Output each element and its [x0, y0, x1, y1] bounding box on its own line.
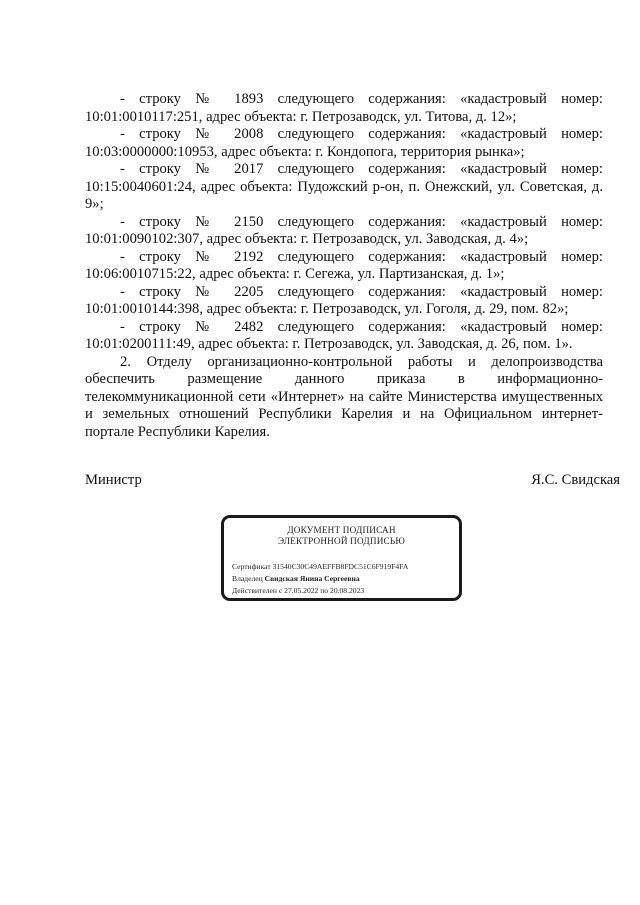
certificate-label: Сертификат — [232, 562, 271, 571]
paragraph-row-2017: - строку № 2017 следующего содержания: «кадастровый номер: 10:15:0040601:24, адрес объекта: Пудожский р-он, п. Онежский, ул. Советская, д. 9»; — [85, 161, 603, 212]
signatory-title: Министр — [85, 472, 142, 488]
signature-row — [85, 472, 620, 492]
stamp-owner — [232, 574, 360, 583]
signatory-name: Я.С. Свидская — [531, 472, 620, 488]
stamp-validity — [232, 586, 364, 595]
owner-value: Свидская Янина Сергеевна — [264, 574, 360, 583]
stamp-heading — [224, 525, 459, 547]
certificate-value: 31540C30C49AEFFB8FDC51C6F919F4FA — [272, 562, 409, 571]
electronic-signature-stamp — [221, 515, 462, 601]
paragraph-row-2008: - строку № 2008 следующего содержания: «кадастровый номер: 10:03:0000000:10953, адрес объекта: г. Кондопога, территория рынка»; — [85, 126, 603, 160]
stamp-heading-line-1: ДОКУМЕНТ ПОДПИСАН — [287, 525, 396, 535]
paragraph-row-2150: - строку № 2150 следующего содержания: «кадастровый номер: 10:01:0090102:307, адрес объекта: г. Петрозаводск, ул. Заводская, д. 4»; — [85, 213, 603, 247]
valid-to: 20.08.2023 — [330, 586, 365, 595]
valid-from-word: с — [278, 586, 283, 595]
paragraph-row-2482: - строку № 2482 следующего содержания: «кадастровый номер: 10:01:0200111:49, адрес объекта: г. Петрозаводск, ул. Заводская, д. 26, пом. 1». — [85, 318, 603, 352]
paragraph-row-1893: - строку № 1893 следующего содержания: «кадастровый номер: 10:01:0010117:251, адрес объекта: г. Петрозаводск, ул. Титова, д. 12»; — [85, 91, 603, 125]
owner-label: Владелец — [232, 574, 263, 583]
paragraph-item-2: 2. Отделу организационно-контрольной работы и делопроизводства обеспечить размещение данного приказа в информационно-телекоммуникационной сети «Интернет» на сайте Министерства имущественных и земельных отношений Республики Карелия и на Официальном интернет-портале Республики Карелия. — [85, 353, 603, 440]
paragraph-row-2205: - строку № 2205 следующего содержания: «кадастровый номер: 10:01:0010144:398, адрес объекта: г. Петрозаводск, ул. Гоголя, д. 29, пом. 82»; — [85, 283, 603, 317]
stamp-heading-line-2: ЭЛЕКТРОННОЙ ПОДПИСЬЮ — [278, 536, 405, 546]
valid-to-word: по — [320, 586, 329, 595]
valid-label: Действителен — [232, 586, 277, 595]
stamp-certificate — [232, 562, 408, 571]
paragraph-row-2192: - строку № 2192 следующего содержания: «кадастровый номер: 10:06:0010715:22, адрес объекта: г. Сегежа, ул. Партизанская, д. 1»; — [85, 248, 603, 282]
document-body — [85, 91, 603, 441]
valid-from: 27.05.2022 — [284, 586, 319, 595]
